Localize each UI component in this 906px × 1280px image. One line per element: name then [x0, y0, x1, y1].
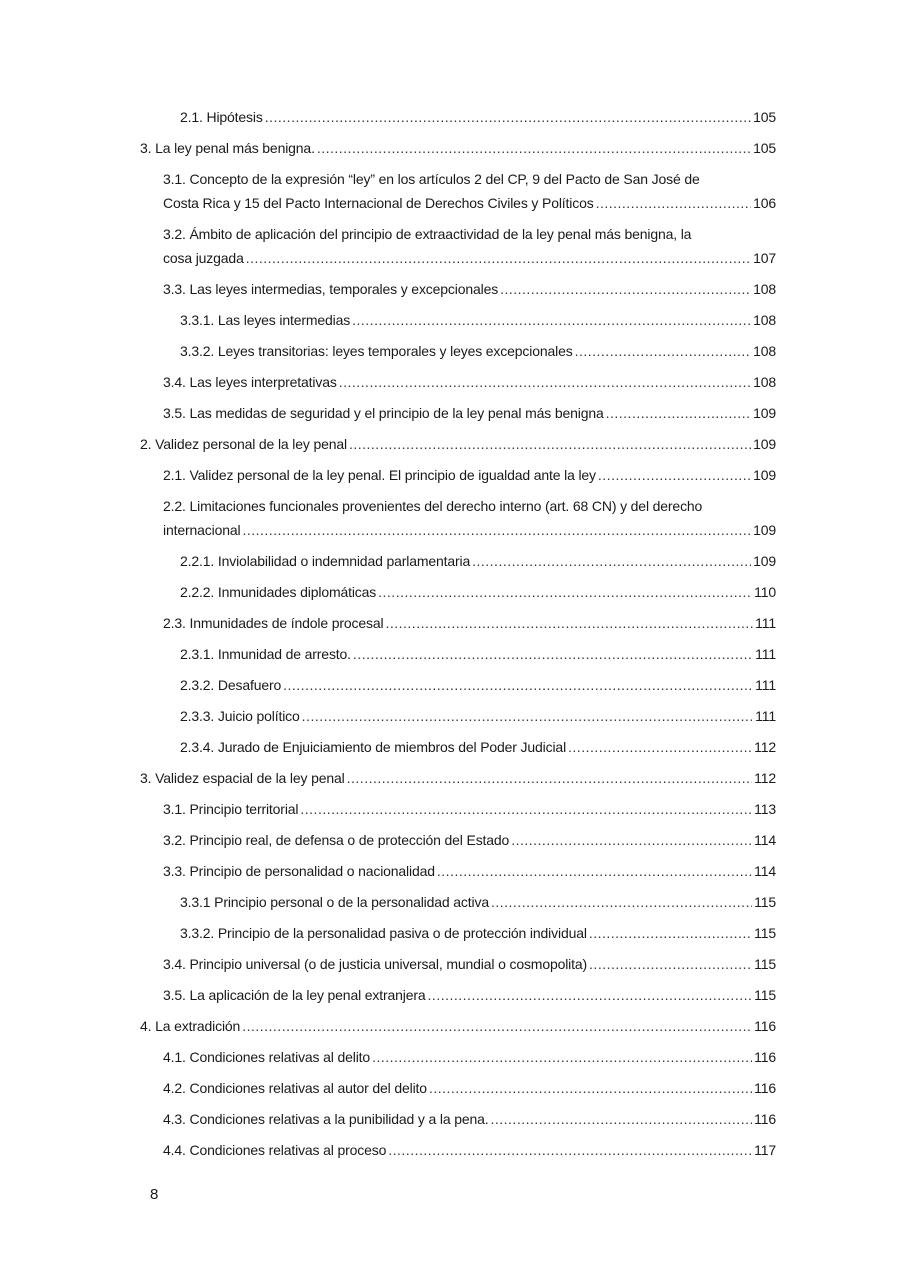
toc-entry-page: 109 [753, 553, 776, 569]
toc-entry[interactable] [163, 611, 776, 642]
toc-entry-title: 3.3.1. Las leyes intermedias [180, 312, 351, 328]
toc-entry-title: 4.2. Condiciones relativas al autor del delito [163, 1080, 427, 1096]
toc-entry-page: 115 [754, 925, 776, 941]
toc-entry-page: 115 [754, 894, 776, 910]
toc-entry[interactable] [163, 463, 776, 494]
toc-entry-page: 107 [753, 250, 776, 266]
leader-dots [568, 735, 752, 759]
toc-entry-title: 2.2.2. Inmunidades diplomáticas [180, 584, 377, 600]
toc-entry-title: 3.3. Principio de personalidad o nacionalidad [163, 863, 435, 879]
toc-entry[interactable] [140, 1014, 776, 1045]
leader-dots [388, 1138, 752, 1162]
toc-entry-page: 110 [754, 584, 776, 600]
leader-dots [242, 1014, 752, 1038]
toc-entry-page: 115 [754, 956, 776, 972]
toc-entry-page: 111 [755, 615, 776, 631]
toc-entry[interactable] [163, 277, 776, 308]
toc-entry[interactable] [163, 1107, 776, 1138]
toc-entry-title: 3. Validez espacial de la ley penal [140, 770, 345, 786]
toc-entry-page: 109 [753, 436, 776, 452]
toc-entry-page: 109 [753, 467, 776, 483]
leader-dots [575, 339, 752, 363]
toc-entry-title: 4. La extradición [140, 1018, 241, 1034]
toc-entry[interactable] [180, 921, 776, 952]
toc-entry-title: 3.5. Las medidas de seguridad y el principio de la ley penal más benigna [163, 405, 604, 421]
toc-entry[interactable] [163, 1045, 776, 1076]
toc-entry-page: 116 [754, 1111, 776, 1127]
toc-entry[interactable] [163, 1138, 776, 1169]
toc-entry-page: 113 [754, 801, 776, 817]
toc-entry-page: 116 [754, 1080, 776, 1096]
toc-entry[interactable] [163, 370, 776, 401]
toc-entry-page: 105 [753, 109, 776, 125]
leader-dots [437, 859, 752, 883]
toc-entry-page: 108 [753, 312, 776, 328]
leader-dots [283, 673, 753, 697]
toc-entry-title: 2.1. Hipótesis [180, 109, 263, 125]
toc-entry-page: 111 [755, 646, 776, 662]
leader-dots [589, 952, 752, 976]
toc-entry-title: 2.2. Limitaciones funcionales provenientes del derecho interno (art. 68 CN) y del derecho [163, 498, 703, 514]
toc-entry-title: 2.1. Validez personal de la ley penal. El principio de igualdad ante la ley [163, 467, 596, 483]
toc-entry-title: cosa juzgada [163, 250, 244, 266]
leader-dots [606, 401, 751, 425]
toc-entry[interactable] [140, 432, 776, 463]
leader-dots [428, 983, 753, 1007]
toc-entry[interactable] [163, 222, 776, 277]
leader-dots [385, 611, 753, 635]
toc-entry[interactable] [180, 673, 776, 704]
toc-entry[interactable] [180, 642, 776, 673]
toc-entry-title: 3.3. Las leyes intermedias, temporales y excepcionales [163, 281, 499, 297]
leader-dots [490, 1107, 752, 1131]
toc-entry[interactable] [163, 401, 776, 432]
toc-entry-page: 106 [753, 195, 776, 211]
toc-entry-title: 2.3.2. Desafuero [180, 677, 282, 693]
toc-entry-page: 109 [753, 405, 776, 421]
toc-entry[interactable] [180, 549, 776, 580]
toc-entry-title: 4.4. Condiciones relativas al proceso [163, 1142, 387, 1158]
leader-dots [300, 797, 752, 821]
toc-entry-title: 3.4. Las leyes interpretativas [163, 374, 337, 390]
leader-dots [242, 518, 751, 542]
toc-entry-page: 112 [754, 739, 776, 755]
leader-dots [472, 549, 751, 573]
leader-dots [511, 828, 752, 852]
leader-dots [598, 463, 751, 487]
leader-dots [378, 580, 752, 604]
toc-entry-title: 3.3.2. Principio de la personalidad pasiva o de protección individual [180, 925, 587, 941]
toc-entry[interactable] [163, 859, 776, 890]
toc-entry[interactable] [163, 167, 776, 222]
toc-entry[interactable] [163, 797, 776, 828]
toc-entry-page: 112 [754, 770, 776, 786]
toc-entry[interactable] [180, 339, 776, 370]
toc-entry-title: 3.1. Principio territorial [163, 801, 299, 817]
table-of-contents [140, 105, 776, 1169]
toc-entry[interactable] [163, 1076, 776, 1107]
toc-entry-title: 2.3.3. Juicio político [180, 708, 300, 724]
toc-entry-title: 2.3. Inmunidades de índole procesal [163, 615, 384, 631]
toc-entry-title: Costa Rica y 15 del Pacto Internacional de Derechos Civiles y Políticos [163, 195, 594, 211]
toc-entry-title: internacional [163, 522, 241, 538]
toc-entry-page: 105 [753, 140, 776, 156]
leader-dots [589, 921, 752, 945]
toc-entry[interactable] [180, 580, 776, 611]
toc-entry-page: 115 [754, 987, 776, 1003]
toc-entry-title: 2. Validez personal de la ley penal [140, 436, 347, 452]
toc-entry-title: 3.5. La aplicación de la ley penal extranjera [163, 987, 426, 1003]
toc-entry-title: 3. La ley penal más benigna. [140, 140, 315, 156]
toc-entry-page: 111 [755, 677, 776, 693]
leader-dots [500, 277, 751, 301]
leader-dots [429, 1076, 752, 1100]
toc-entry-page: 114 [754, 863, 776, 879]
leader-dots [265, 105, 751, 129]
toc-entry-title: 3.1. Concepto de la expresión “ley” en los artículos 2 del CP, 9 del Pacto de San José de [163, 171, 700, 187]
toc-entry-title: 3.2. Ámbito de aplicación del principio de extraactividad de la ley penal más benigna, la [163, 226, 692, 242]
toc-entry[interactable] [180, 704, 776, 735]
toc-entry-page: 109 [753, 522, 776, 538]
leader-dots [491, 890, 752, 914]
toc-entry[interactable] [163, 952, 776, 983]
leader-dots [372, 1045, 752, 1069]
toc-entry-title: 3.3.1 Principio personal o de la personalidad activa [180, 894, 489, 910]
toc-entry-title: 3.2. Principio real, de defensa o de protección del Estado [163, 832, 510, 848]
toc-entry-page: 114 [754, 832, 776, 848]
toc-entry-title: 4.1. Condiciones relativas al delito [163, 1049, 371, 1065]
leader-dots [317, 136, 751, 160]
leader-dots [339, 370, 751, 394]
toc-entry-title: 3.3.2. Leyes transitorias: leyes temporales y leyes excepcionales [180, 343, 573, 359]
toc-entry-page: 108 [753, 374, 776, 390]
toc-entry[interactable] [163, 983, 776, 1014]
toc-entry-page: 116 [754, 1018, 776, 1034]
leader-dots [353, 642, 753, 666]
toc-entry[interactable] [180, 105, 776, 136]
toc-entry[interactable] [140, 766, 776, 797]
toc-entry-title: 4.3. Condiciones relativas a la punibilidad y a la pena. [163, 1111, 489, 1127]
toc-entry-page: 116 [754, 1049, 776, 1065]
toc-entry-page: 117 [754, 1142, 776, 1158]
toc-entry[interactable] [180, 308, 776, 339]
leader-dots [349, 432, 751, 456]
leader-dots [302, 704, 753, 728]
toc-entry[interactable] [163, 828, 776, 859]
page-number: 8 [150, 1186, 159, 1203]
leader-dots [596, 191, 752, 215]
leader-dots [347, 766, 752, 790]
toc-entry[interactable] [163, 494, 776, 549]
leader-dots [352, 308, 751, 332]
toc-entry[interactable] [140, 136, 776, 167]
toc-entry-title: 2.3.1. Inmunidad de arresto. [180, 646, 351, 662]
toc-entry[interactable] [180, 735, 776, 766]
toc-entry-page: 111 [755, 708, 776, 724]
toc-entry-title: 2.2.1. Inviolabilidad o indemnidad parlamentaria [180, 553, 471, 569]
toc-entry[interactable] [180, 890, 776, 921]
toc-entry-title: 3.4. Principio universal (o de justicia universal, mundial o cosmopolita) [163, 956, 588, 972]
toc-entry-title: 2.3.4. Jurado de Enjuiciamiento de miembros del Poder Judicial [180, 739, 567, 755]
toc-entry-page: 108 [753, 281, 776, 297]
leader-dots [246, 246, 751, 270]
toc-entry-page: 108 [753, 343, 776, 359]
